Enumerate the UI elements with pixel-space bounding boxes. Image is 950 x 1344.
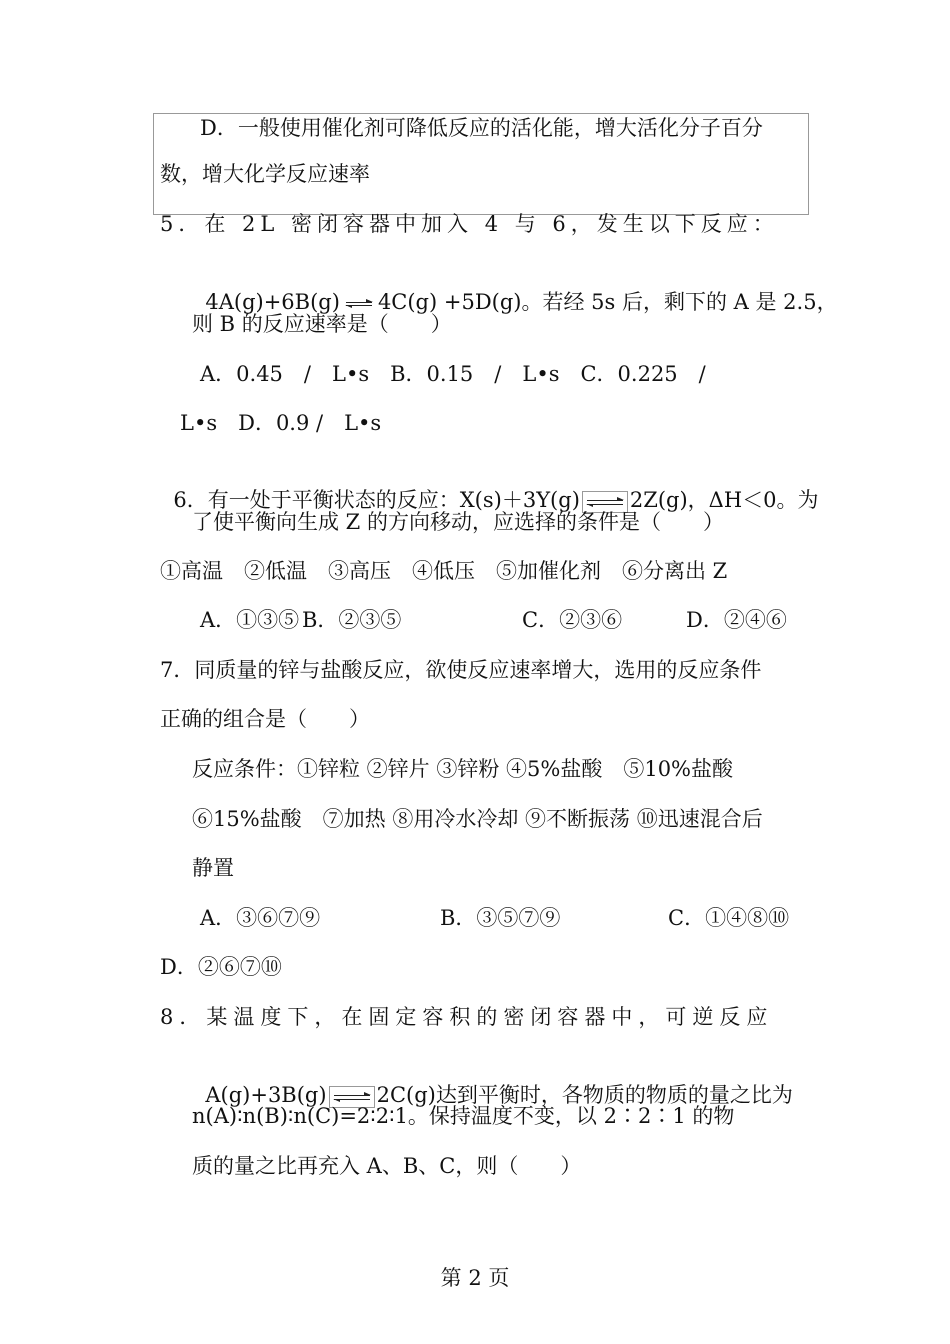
q7-stem-line2: 正确的组合是（ ）: [160, 707, 370, 731]
q7-stem-line1: 7．同质量的锌与盐酸反应，欲使反应速率增大，选用的反应条件: [160, 658, 762, 682]
q7-option-b: B．③⑤⑦⑨: [440, 906, 561, 930]
q8-stem-line3: n(A)∶n(B)∶n(C)=2∶2∶1。保持温度不变，以 2∶2∶1 的物: [192, 1104, 735, 1128]
q5-equation: [192, 260, 838, 316]
q5-stem-line1: 5．在 2L 密闭容器中加入 4 与 6，发生以下反应：: [160, 212, 779, 236]
q5-equation-right: 4C(g) +5D(g)。若经 5s 后，剩下的 A 是 2.5，: [377, 290, 838, 314]
q6-option-d: D．②④⑥: [686, 608, 787, 632]
q6-stem-line2: 了使平衡向生成 Z 的方向移动，应选择的条件是（ ）: [192, 510, 724, 534]
q6-option-b: B．②③⑤: [302, 608, 402, 632]
q8-equation: [192, 1053, 793, 1109]
q7-option-d: D．②⑥⑦⑩: [160, 955, 282, 979]
q6-equation-left: 6．有一处于平衡状态的反应：X(s)＋3Y(g): [173, 488, 580, 512]
q6-conditions: ①高温 ②低温 ③高压 ④低压 ⑤加催化剂 ⑥分离出 Z: [160, 559, 728, 583]
q6-option-a: A．①③⑤: [200, 608, 300, 632]
q4-option-d-line1: D．一般使用催化剂可降低反应的活化能，增大活化分子百分: [200, 116, 763, 140]
q6-option-c: C．②③⑥: [522, 608, 623, 632]
q7-conditions-line3: 静置: [192, 856, 234, 880]
q7-conditions-line2: ⑥15%盐酸 ⑦加热 ⑧用冷水冷却 ⑨不断振荡 ⑩迅速混合后: [192, 807, 763, 831]
q4-option-d-line2: 数，增大化学反应速率: [160, 162, 370, 186]
q7-option-c: C．①④⑧⑩: [668, 906, 790, 930]
q5-options-line2: L•s D．0.9 / L•s: [180, 411, 382, 435]
q7-option-a: A．③⑥⑦⑨: [200, 906, 321, 930]
q6-stem-line1: [160, 458, 819, 514]
q8-stem-line4: 质的量之比再充入 A、B、C，则（ ）: [192, 1154, 582, 1178]
q5-stem-line3: 则 B 的反应速率是（ ）: [192, 312, 452, 336]
q6-equation-right: 2Z(g)，ΔH＜0。为: [629, 488, 819, 512]
equilibrium-arrow-icon: [342, 297, 376, 311]
q7-conditions-line1: 反应条件：①锌粒 ②锌片 ③锌粉 ④5%盐酸 ⑤10%盐酸: [192, 757, 734, 781]
q8-equation-right: 2C(g)达到平衡时，各物质的物质的量之比为: [376, 1083, 793, 1107]
q5-options-line1: A．0.45 / L•s B．0.15 / L•s C．0.225 /: [200, 362, 706, 386]
page-number: 第 2 页: [440, 1266, 510, 1290]
q8-equation-left: A(g)+3B(g): [205, 1083, 327, 1107]
q8-stem-line1: 8．某温度下，在固定容积的密闭容器中，可逆反应: [160, 1005, 774, 1029]
q5-equation-left: 4A(g)+6B(g): [205, 290, 340, 314]
